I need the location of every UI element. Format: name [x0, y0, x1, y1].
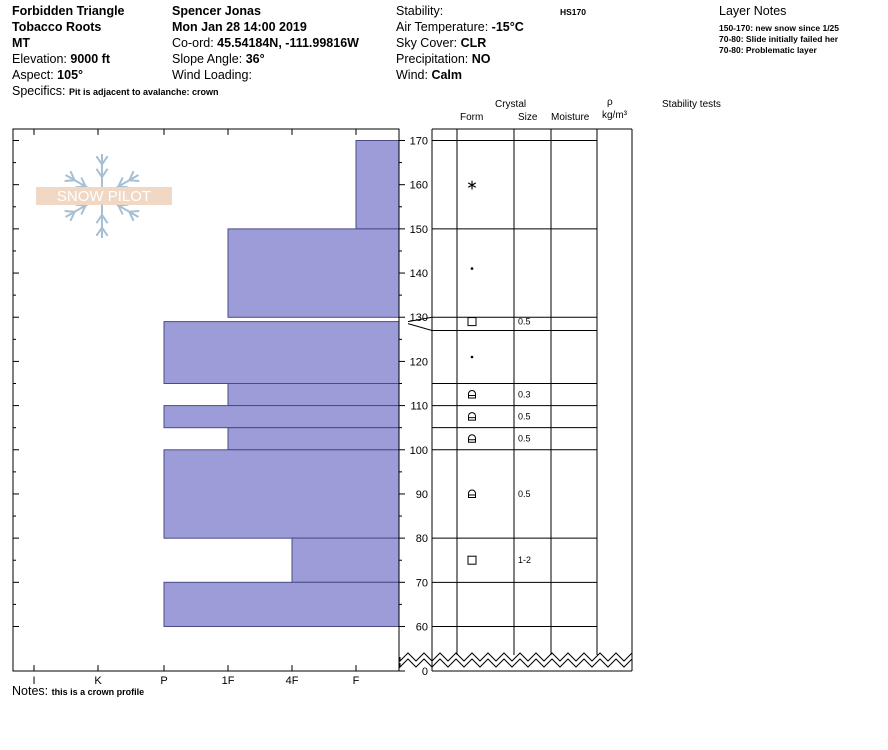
height-label-170: 170	[409, 135, 428, 148]
hardness-label-1F: 1F	[221, 675, 235, 687]
hardness-label-I: I	[32, 675, 36, 687]
notes-label: Notes:	[12, 684, 49, 698]
layer-note-3: 70-80: Problematic layer	[719, 45, 817, 55]
hardness-bar-130-150	[228, 229, 399, 317]
layer-note-2: 70-80: Slide initially failed her	[719, 34, 839, 44]
observer-name: Spencer Jonas	[172, 4, 261, 18]
height-label-90: 90	[415, 489, 428, 501]
rho-header: ρ	[607, 97, 613, 108]
logo-text: SNOW PILOT	[56, 188, 152, 205]
crystal-form-dot	[471, 356, 474, 359]
precip-label: Precipitation:	[396, 52, 469, 66]
hardness-bar-80-100	[164, 450, 399, 538]
hardness-bar-150-170	[356, 141, 399, 229]
wind-value: Calm	[431, 68, 463, 82]
height-label-120: 120	[409, 356, 428, 369]
crystal-form-square	[468, 556, 476, 564]
height-label-110: 110	[410, 400, 428, 413]
hardness-label-P: P	[160, 675, 168, 687]
hardness-bar-105-110	[164, 406, 399, 428]
faceted-rounded-icon	[469, 435, 476, 442]
aspect-value: 105°	[57, 68, 84, 82]
coord-value: 45.54184N, -111.99816W	[217, 36, 359, 50]
crystal-size-label: 0.3	[518, 389, 531, 400]
state-name: MT	[12, 36, 31, 50]
hardness-bar-115-129	[164, 322, 399, 384]
hardness-label-F: F	[352, 675, 360, 687]
dot-icon	[471, 267, 474, 270]
sky-label: Sky Cover:	[396, 36, 458, 50]
height-label-0: 0	[421, 666, 428, 678]
wind-label: Wind:	[396, 68, 428, 82]
hardness-label-4F: 4F	[285, 675, 299, 687]
faceted-rounded-icon	[469, 490, 476, 498]
precip-value: NO	[471, 52, 491, 66]
height-label-130: 130	[409, 312, 428, 325]
hardness-bar-110-115	[228, 384, 399, 406]
elevation-value: 9000 ft	[70, 52, 110, 66]
crystal-form-square-arc	[469, 435, 476, 442]
notes-value: this is a crown profile	[51, 687, 145, 697]
crystal-size-label: 0.5	[518, 316, 531, 327]
snowflake-branch	[129, 180, 139, 181]
height-label-160: 160	[409, 179, 428, 192]
density-unit-header: kg/m³	[602, 110, 627, 121]
air-temp-value: -15°C	[491, 20, 524, 34]
snow-pilot-logo	[36, 154, 172, 238]
size-header: Size	[518, 112, 538, 123]
crystal-symbols	[466, 177, 478, 565]
snowflake-branch	[129, 211, 139, 212]
moisture-header: Moisture	[551, 112, 590, 123]
height-label-100: 100	[409, 444, 428, 457]
stability-tests-header: Stability tests	[662, 99, 721, 110]
star-icon: ∗	[466, 176, 478, 193]
crystal-form-dot	[471, 267, 474, 270]
dot-icon	[471, 356, 474, 359]
hardness-bars	[164, 141, 399, 627]
crystal-form-square	[468, 318, 476, 326]
crystal-form-square-arc	[469, 490, 476, 498]
crystal-size-label: 0.5	[518, 433, 531, 444]
crystal-form-star	[466, 177, 478, 193]
stability-label: Stability:	[396, 4, 444, 18]
crystal-form-square-arc	[469, 413, 476, 421]
hs-value: HS170	[560, 7, 586, 17]
axis-break-lower	[400, 659, 632, 667]
air-temp-label: Air Temperature:	[396, 20, 489, 34]
snowflake-branch	[65, 211, 75, 212]
hardness-bar-70-80	[292, 538, 399, 582]
slope-label: Slope Angle:	[172, 52, 243, 66]
range-name: Tobacco Roots	[12, 20, 102, 34]
crystal-header: Crystal	[495, 99, 527, 110]
layer-notes-title: Layer Notes	[719, 4, 787, 18]
hardness-bar-60-70	[164, 582, 399, 626]
elevation-label: Elevation:	[12, 52, 67, 66]
observation-datetime: Mon Jan 28 14:00 2019	[172, 20, 307, 34]
faceted-rounded-icon	[469, 391, 476, 398]
aspect-label: Aspect:	[12, 68, 54, 82]
specifics-value: Pit is adjacent to avalanche: crown	[68, 87, 219, 97]
coord-label: Co-ord:	[172, 36, 214, 50]
crystal-size-label: 1-2	[518, 555, 532, 566]
faceted-rounded-icon	[469, 413, 476, 421]
height-label-70: 70	[415, 577, 428, 590]
hardness-label-K: K	[94, 675, 102, 687]
form-header: Form	[460, 112, 484, 123]
hardness-bar-100-105	[228, 428, 399, 450]
square-icon	[468, 318, 476, 326]
slope-value: 36°	[245, 52, 265, 66]
crystal-size-label: 0.5	[518, 411, 531, 422]
height-label-140: 140	[409, 268, 428, 280]
wind-loading-label: Wind Loading:	[172, 68, 252, 82]
crystal-size-label: 0.5	[518, 489, 531, 499]
square-icon	[468, 556, 476, 564]
location-name: Forbidden Triangle	[12, 4, 125, 18]
specifics-label: Specifics:	[12, 84, 66, 98]
height-label-60: 60	[415, 621, 428, 634]
layer-note-1: 150-170: new snow since 1/25	[719, 23, 840, 33]
crystal-form-square-arc	[469, 391, 476, 398]
height-label-80: 80	[415, 533, 428, 546]
sky-value: CLR	[460, 36, 487, 50]
height-label-150: 150	[409, 223, 428, 236]
snowflake-branch	[65, 180, 75, 181]
